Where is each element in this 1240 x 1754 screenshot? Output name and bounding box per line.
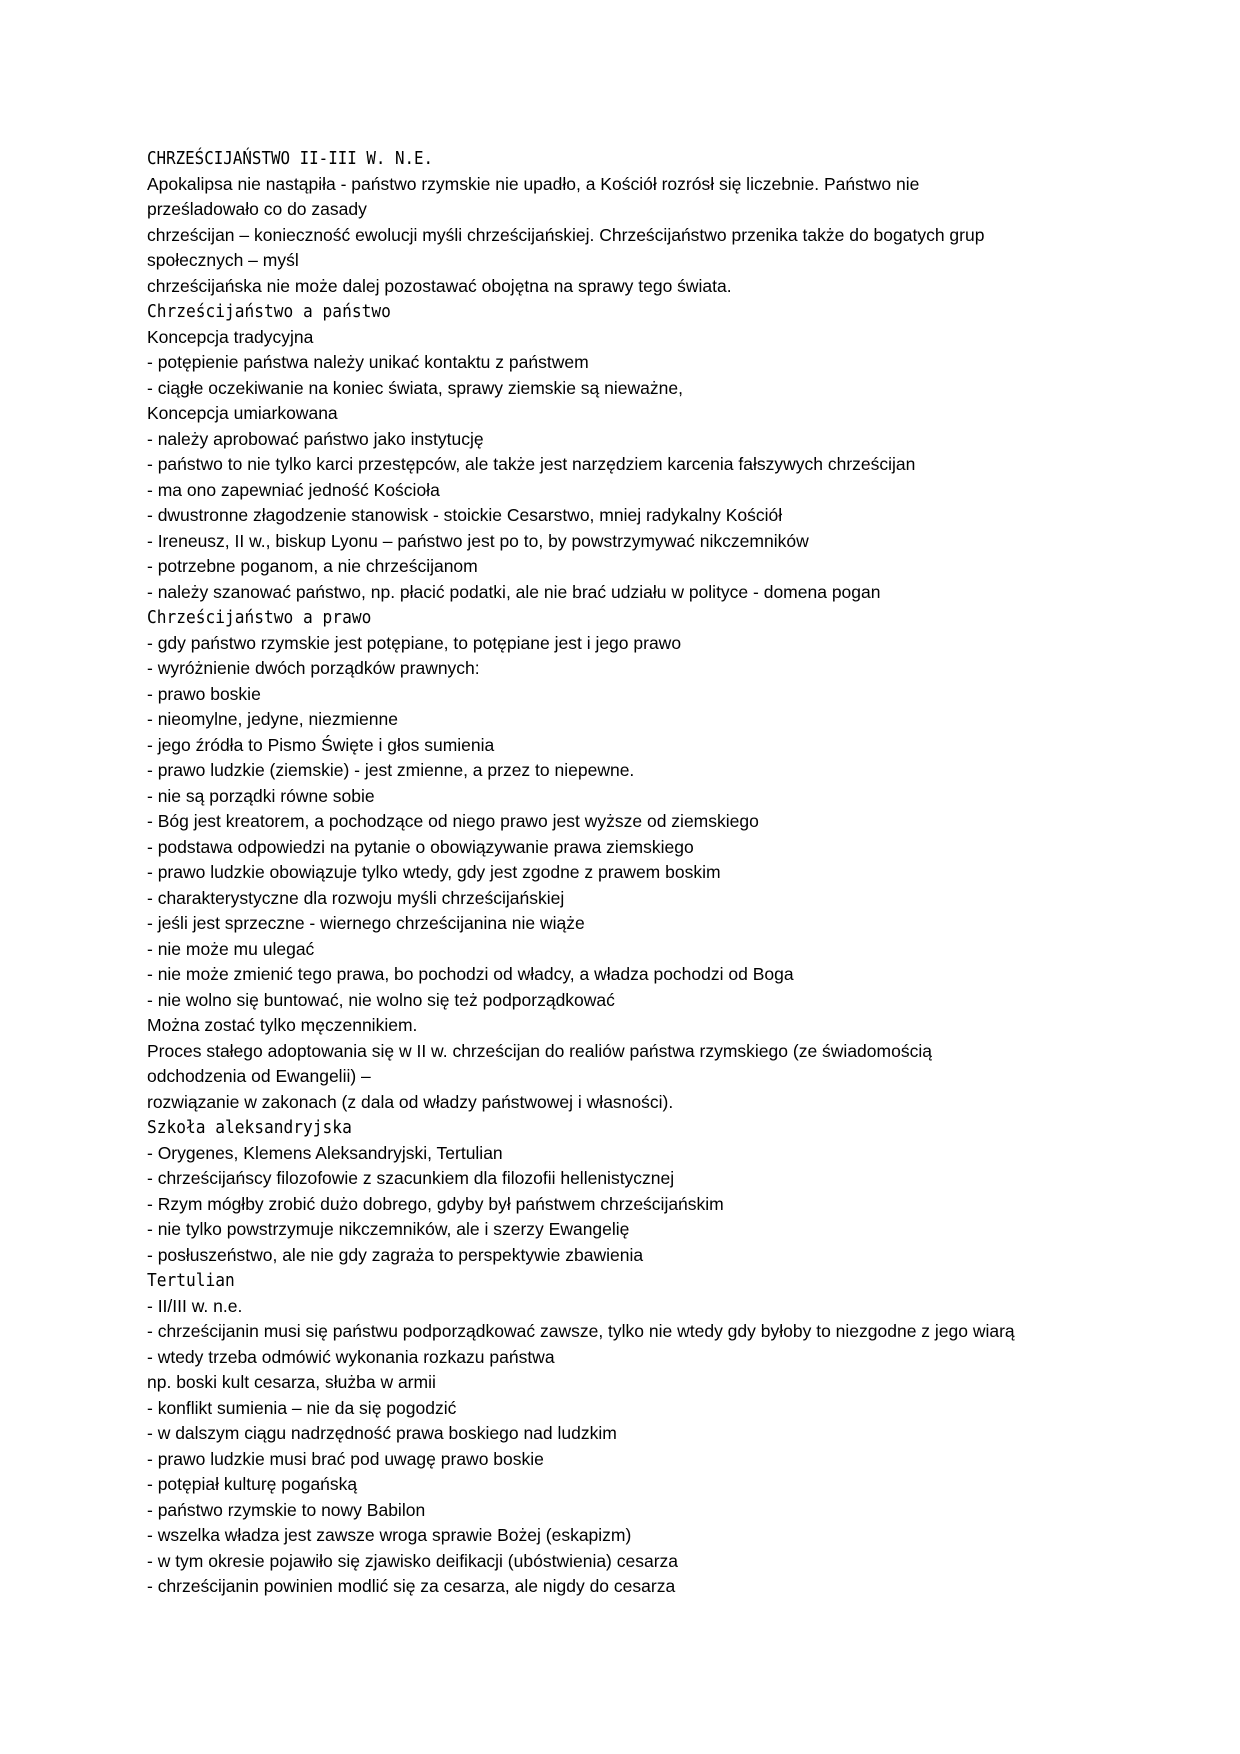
text-line: - należy aprobować państwo jako instytucję: [147, 428, 484, 449]
text-line: - państwo to nie tylko karci przestępców, ale także jest narzędziem karcenia fałszywych chrześcijan: [147, 454, 916, 474]
text-line: - nie tylko powstrzymuje nikczemników, ale i szerzy Ewangelię: [147, 1219, 630, 1239]
text-line: - potępiał kulturę pogańską: [147, 1474, 358, 1494]
section-heading: Szkoła aleksandryjska: [147, 1117, 352, 1138]
text-line: - posłuszeństwo, ale nie gdy zagraża to perspektywie zbawienia: [147, 1244, 644, 1265]
text-line: Koncepcja tradycyjna: [147, 326, 314, 347]
text-line: - prawo boskie: [147, 683, 261, 704]
text-line: - gdy państwo rzymskie jest potępiane, to potępiane jest i jego prawo: [147, 632, 682, 653]
text-line: - wyróżnienie dwóch porządków prawnych:: [147, 658, 480, 678]
text-line: - Rzym mógłby zrobić dużo dobrego, gdyby był państwem chrześcijańskim: [147, 1193, 724, 1214]
text-line: - prawo ludzkie musi brać pod uwagę prawo boskie: [147, 1448, 544, 1469]
text-line: np. boski kult cesarza, służba w armii: [147, 1372, 436, 1392]
text-line: - chrześcijanin musi się państwu podporządkować zawsze, tylko nie wtedy gdy byłoby to niezgodne z jego wiarą: [147, 1321, 1015, 1341]
text-line: - jeśli jest sprzeczne - wiernego chrześcijanina nie wiąże: [147, 913, 585, 933]
text-line: - nie może mu ulegać: [147, 938, 315, 959]
text-line: - nie są porządki równe sobie: [147, 785, 375, 806]
text-line: Apokalipsa nie nastąpiła - państwo rzymskie nie upadło, a Kościół rozrósł się liczebnie. Państwo nie: [147, 173, 920, 194]
text-line: społecznych – myśl: [147, 250, 299, 270]
document-title: CHRZEŚCIJAŃSTWO II-III W. N.E.: [147, 148, 434, 169]
text-line: - Ireneusz, II w., biskup Lyonu – państwo jest po to, by powstrzymywać nikczemników: [147, 530, 809, 551]
text-line: - państwo rzymskie to nowy Babilon: [147, 1499, 426, 1520]
text-line: - w dalszym ciągu nadrzędność prawa boskiego nad ludzkim: [147, 1423, 617, 1443]
section-heading: Chrześcijaństwo a prawo: [147, 607, 372, 628]
text-line: - prawo ludzkie (ziemskie) - jest zmienne, a przez to niepewne.: [147, 760, 635, 780]
text-line: - nie może zmienić tego prawa, bo pochodzi od władcy, a władza pochodzi od Boga: [147, 964, 794, 984]
text-line: - potrzebne poganom, a nie chrześcijanom: [147, 556, 478, 576]
text-line: Koncepcja umiarkowana: [147, 403, 338, 423]
text-line: - wtedy trzeba odmówić wykonania rozkazu państwa: [147, 1346, 555, 1367]
section-heading: Tertulian: [147, 1270, 235, 1291]
text-line: - podstawa odpowiedzi na pytanie o obowiązywanie prawa ziemskiego: [147, 836, 694, 857]
text-line: Proces stałego adoptowania się w II w. chrześcijan do realiów państwa rzymskiego (ze świadomością: [147, 1040, 932, 1061]
text-line: - w tym okresie pojawiło się zjawisko deifikacji (ubóstwienia) cesarza: [147, 1550, 679, 1571]
text-line: - II/III w. n.e.: [147, 1295, 243, 1316]
document-page: [147, 146, 1187, 1600]
text-line: prześladowało co do zasady: [147, 199, 367, 219]
text-line: - charakterystyczne dla rozwoju myśli chrześcijańskiej: [147, 887, 565, 908]
text-line: - chrześcijanin powinien modlić się za cesarza, ale nigdy do cesarza: [147, 1576, 676, 1596]
text-line: - dwustronne złagodzenie stanowisk - stoickie Cesarstwo, mniej radykalny Kościół: [147, 505, 783, 525]
text-line: - potępienie państwa należy unikać kontaktu z państwem: [147, 352, 589, 372]
text-line: - nieomylne, jedyne, niezmienne: [147, 709, 398, 729]
text-line: - chrześcijańscy filozofowie z szacunkiem dla filozofii hellenistycznej: [147, 1168, 675, 1188]
text-line: chrześcijańska nie może dalej pozostawać obojętna na sprawy tego świata.: [147, 275, 732, 296]
text-line: rozwiązanie w zakonach (z dala od władzy państwowej i własności).: [147, 1091, 674, 1112]
text-line: - jego źródła to Pismo Święte i głos sumienia: [147, 734, 495, 755]
text-line: - wszelka władza jest zawsze wroga sprawie Bożej (eskapizm): [147, 1525, 632, 1545]
text-line: - nie wolno się buntować, nie wolno się też podporządkować: [147, 989, 615, 1010]
text-line: Można zostać tylko męczennikiem.: [147, 1015, 418, 1035]
text-line: chrześcijan – konieczność ewolucji myśli chrześcijańskiej. Chrześcijaństwo przenika także do bogatych grup: [147, 224, 985, 245]
text-line: - Orygenes, Klemens Aleksandryjski, Tertulian: [147, 1142, 503, 1163]
text-line: odchodzenia od Ewangelii) –: [147, 1066, 371, 1086]
text-line: - Bóg jest kreatorem, a pochodzące od niego prawo jest wyższe od ziemskiego: [147, 811, 759, 831]
text-line: - ciągłe oczekiwanie na koniec świata, sprawy ziemskie są nieważne,: [147, 377, 683, 398]
text-line: - ma ono zapewniać jedność Kościoła: [147, 479, 440, 500]
section-heading: Chrześcijaństwo a państwo: [147, 301, 391, 322]
text-line: - należy szanować państwo, np. płacić podatki, ale nie brać udziału w polityce - domena pogan: [147, 581, 881, 602]
text-line: - konflikt sumienia – nie da się pogodzić: [147, 1397, 457, 1418]
text-line: - prawo ludzkie obowiązuje tylko wtedy, gdy jest zgodne z prawem boskim: [147, 862, 721, 882]
document-body: [147, 172, 1187, 1600]
